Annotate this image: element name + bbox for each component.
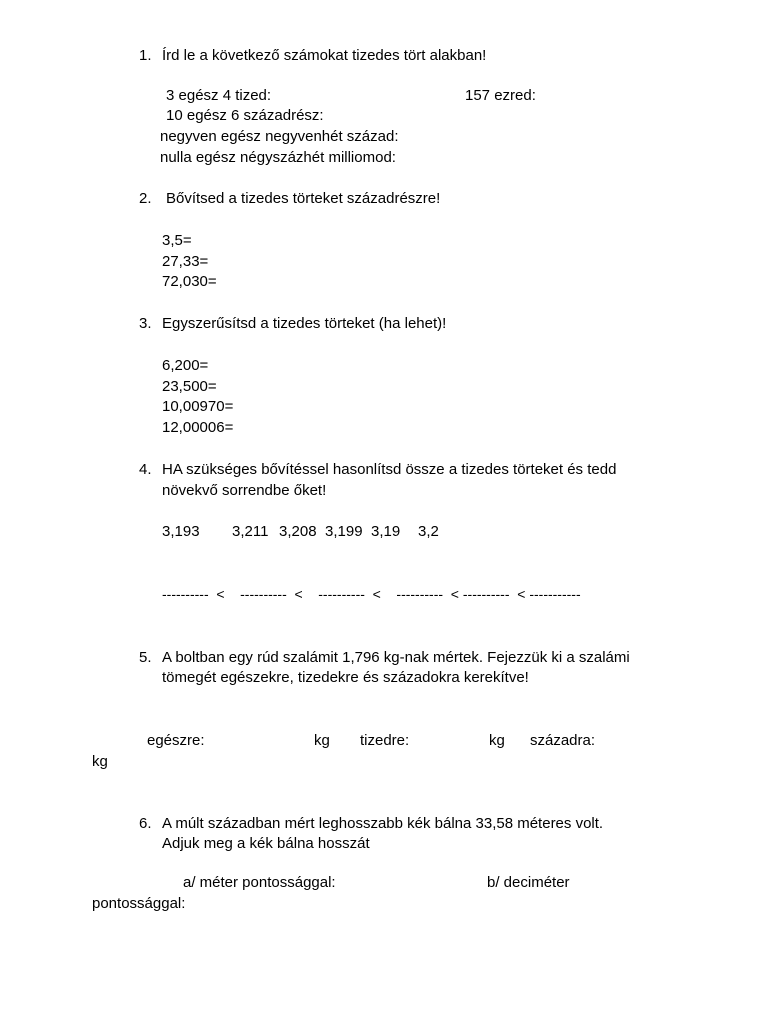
question-6-number: 6. bbox=[139, 815, 152, 832]
q1-item-1: 3 egész 4 tized: bbox=[166, 87, 272, 104]
q3-item-2: 23,500= bbox=[162, 378, 217, 395]
question-2-text: Bővítsed a tizedes törteket századrészre! bbox=[166, 190, 441, 207]
q3-item-3: 10,00970= bbox=[162, 398, 234, 415]
question-6-line-2: Adjuk meg a kék bálna hosszát bbox=[162, 835, 370, 852]
question-2-number: 2. bbox=[139, 190, 152, 207]
q1-item-3: 10 egész 6 századrész: bbox=[166, 107, 324, 124]
q5-unit-3: kg bbox=[92, 753, 108, 770]
q1-item-4: negyven egész negyvenhét század: bbox=[160, 128, 399, 145]
q1-item-5: nulla egész négyszázhét milliomod: bbox=[160, 149, 396, 166]
q6-label-b-cont: pontossággal: bbox=[92, 895, 186, 912]
question-4-line-2: növekvő sorrendbe őket! bbox=[162, 482, 327, 499]
q4-value-1: 3,193 bbox=[162, 523, 200, 540]
question-6-line-1: A múlt században mért leghosszabb kék bálna 33,58 méteres volt. bbox=[162, 815, 604, 832]
q5-unit-1: kg bbox=[314, 732, 330, 749]
q2-item-1: 3,5= bbox=[162, 232, 192, 249]
q2-item-3: 72,030= bbox=[162, 273, 217, 290]
q5-label-whole: egészre: bbox=[147, 732, 205, 749]
q4-value-6: 3,2 bbox=[418, 523, 439, 540]
q5-unit-2: kg bbox=[489, 732, 505, 749]
q3-item-1: 6,200= bbox=[162, 357, 209, 374]
q2-item-2: 27,33= bbox=[162, 253, 209, 270]
question-5-line-2: tömegét egészekre, tizedekre és századokra kerekítve! bbox=[162, 669, 529, 686]
question-3-number: 3. bbox=[139, 315, 152, 332]
q6-label-b: b/ deciméter bbox=[487, 874, 570, 891]
question-4-line-1: HA szükséges bővítéssel hasonlítsd össze a tizedes törteket és tedd bbox=[162, 461, 617, 478]
q4-value-5: 3,19 bbox=[371, 523, 401, 540]
q6-label-a: a/ méter pontossággal: bbox=[183, 874, 336, 891]
q4-order-line: ---------- < ---------- < ---------- < ---------- < ---------- < ----------- bbox=[162, 586, 581, 602]
q5-label-hundredth: századra: bbox=[530, 732, 596, 749]
q4-value-3: 3,208 bbox=[279, 523, 317, 540]
question-4-number: 4. bbox=[139, 461, 152, 478]
q1-item-2: 157 ezred: bbox=[465, 87, 536, 104]
q4-value-4: 3,199 bbox=[325, 523, 363, 540]
q5-label-tenth: tizedre: bbox=[360, 732, 410, 749]
question-1-number: 1. bbox=[139, 47, 152, 64]
question-5-number: 5. bbox=[139, 649, 152, 666]
question-1-text: Írd le a következő számokat tizedes tört alakban! bbox=[162, 47, 487, 64]
q3-item-4: 12,00006= bbox=[162, 419, 234, 436]
question-3-text: Egyszerűsítsd a tizedes törteket (ha lehet)! bbox=[162, 315, 447, 332]
question-5-line-1: A boltban egy rúd szalámit 1,796 kg-nak mértek. Fejezzük ki a szalámi bbox=[162, 649, 630, 666]
q4-value-2: 3,211 bbox=[232, 523, 269, 540]
